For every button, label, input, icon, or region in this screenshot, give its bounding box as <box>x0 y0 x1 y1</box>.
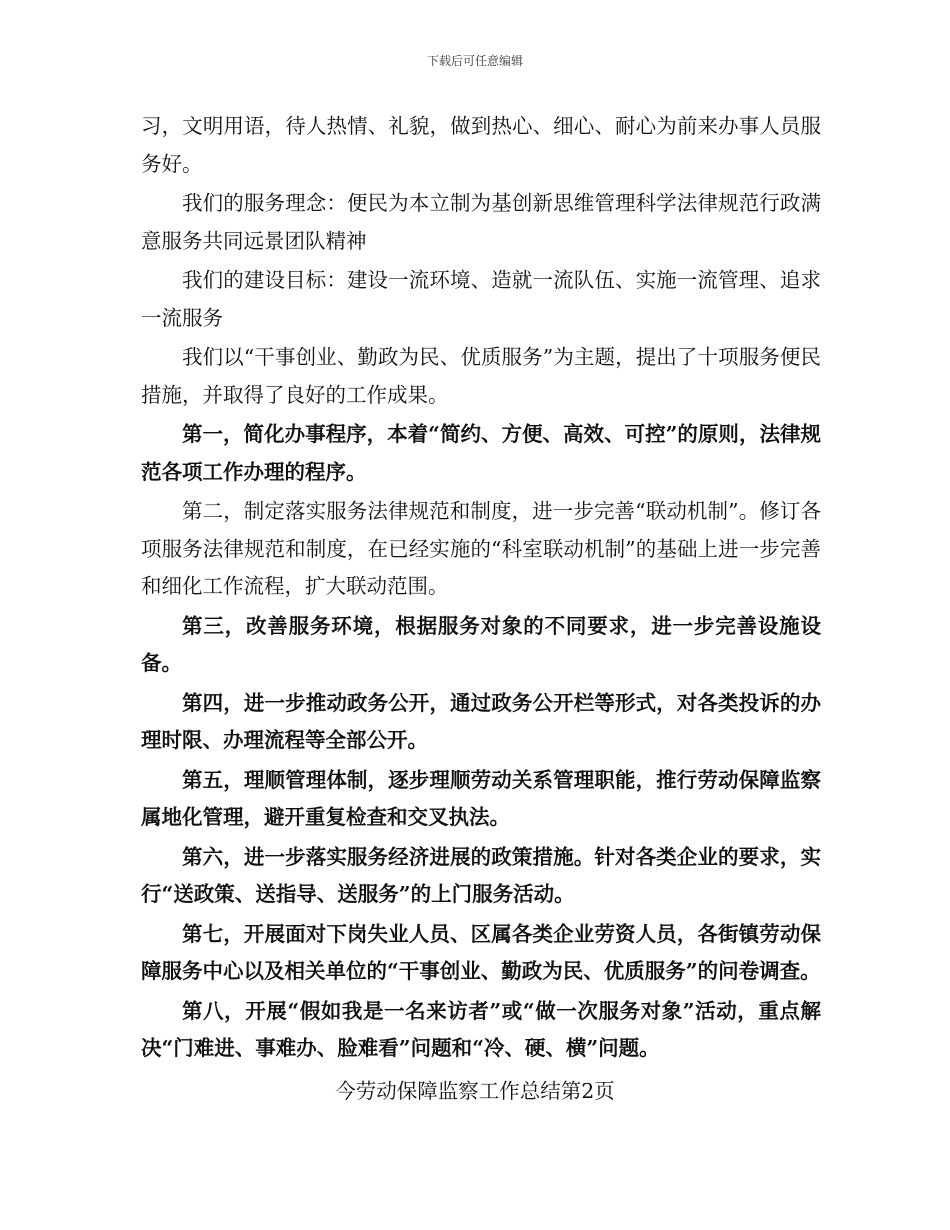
paragraph-11: 第七，开展面对下岗失业人员、区属各类企业劳资人员，各街镇劳动保障服务中心以及相关单位的“干事创业、勤政为民、优质服务”的问卷调查。 <box>141 921 821 983</box>
paragraph-6: 第二，制定落实服务法律规范和制度，进一步完善“联动机制”。修订各项服务法律规范和制度，在已经实施的“科室联动机制”的基础上进一步完善和细化工作流程，扩大联动范围。 <box>141 499 821 598</box>
paragraph-4: 我们以“干事创业、勤政为民、优质服务”为主题，提出了十项服务便民措施，并取得了良好的工作成果。 <box>141 345 821 407</box>
page-footer: 今劳动保障监察工作总结第2页 <box>335 1079 615 1103</box>
page-header: 下载后可任意编辑 <box>426 54 523 68</box>
document-body <box>141 108 821 1070</box>
paragraph-9: 第五，理顺管理体制，逐步理顺劳动关系管理职能，推行劳动保障监察属地化管理，避开重复检查和交叉执法。 <box>141 767 821 829</box>
paragraph-8: 第四，进一步推动政务公开，通过政务公开栏等形式，对各类投诉的办理时限、办理流程等全部公开。 <box>141 690 821 752</box>
paragraph-10: 第六，进一步落实服务经济进展的政策措施。针对各类企业的要求，实行“送政策、送指导、送服务”的上门服务活动。 <box>141 844 821 906</box>
paragraph-3: 我们的建设目标：建设一流环境、造就一流队伍、实施一流管理、追求一流服务 <box>141 268 821 330</box>
paragraph-12: 第八，开展“假如我是一名来访者”或“做一次服务对象”活动，重点解决“门难进、事难办、脸难看”问题和“冷、硬、横”问题。 <box>141 998 821 1060</box>
paragraph-5: 第一，简化办事程序，本着“简约、方便、高效、可控”的原则，法律规范各项工作办理的程序。 <box>141 422 821 484</box>
paragraph-1: 习，文明用语，待人热情、礼貌，做到热心、细心、耐心为前来办事人员服务好。 <box>141 114 821 176</box>
paragraph-7: 第三，改善服务环境，根据服务对象的不同要求，进一步完善设施设备。 <box>141 613 821 675</box>
paragraph-2: 我们的服务理念：便民为本立制为基创新思维管理科学法律规范行政满意服务共同远景团队精神 <box>141 191 821 253</box>
